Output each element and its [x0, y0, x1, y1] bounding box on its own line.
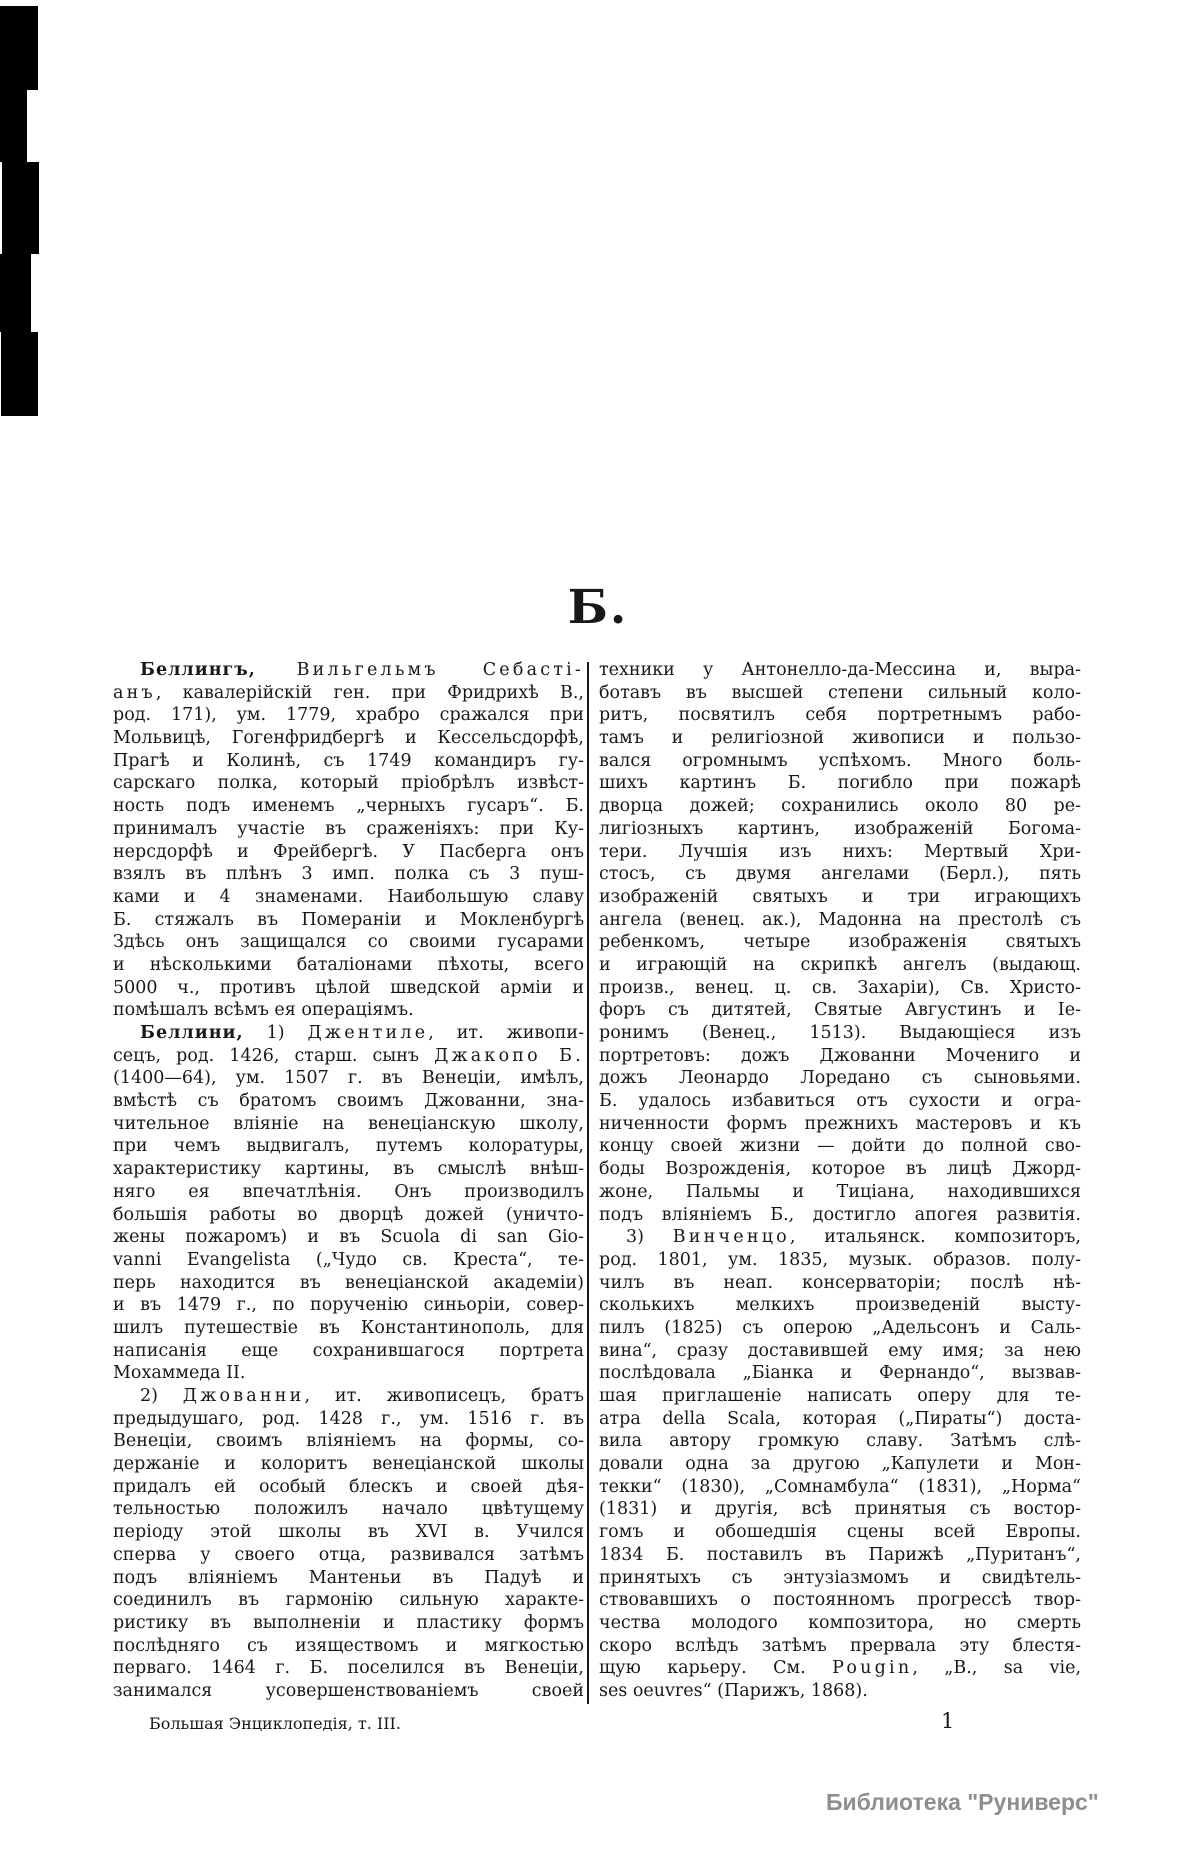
- text-line: ками и 4 знаменами. Наибольшую славу: [113, 886, 584, 907]
- footer-edition-label: Большая Энциклопедія, т. III.: [149, 1714, 401, 1733]
- text-line: и играющій на скрипкѣ ангелъ (выдающ.: [599, 954, 1081, 975]
- text-line: довали одна за другою „Капулети и Мон-: [599, 1454, 1081, 1475]
- text-line: шилъ путешествіе въ Константинополь, для: [113, 1317, 584, 1338]
- text-line: большія работы во дворцѣ дожей (уничто-: [113, 1204, 584, 1225]
- text-line: придалъ ей особый блескъ и своей дѣя-: [113, 1476, 584, 1497]
- text-line: Б. удалось избавиться отъ сухости и огра-: [599, 1091, 1081, 1112]
- text-line: техники у Антонелло-да-Мессина и, выра-: [599, 660, 1081, 680]
- text-line: періоду этой школы въ XVI в. Учился: [113, 1522, 584, 1543]
- text-line: 2) Джованни, ит. живописецъ, братъ: [140, 1386, 584, 1406]
- text-line: предыдушаго, род. 1428 г., ум. 1516 г. въ: [113, 1408, 584, 1429]
- text-line: анъ, кавалерійскій ген. при Фридрихѣ В.,: [113, 682, 584, 703]
- text-line: вина“, сразу доставившей ему имя; за нею: [599, 1340, 1081, 1361]
- text-line: боды Возрожденія, которое въ лицѣ Джорд-: [599, 1159, 1081, 1180]
- scan-artifact-mark: [0, 254, 31, 332]
- text-line: стосъ, съ двумя ангелами (Берл.), пять: [599, 864, 1081, 885]
- text-line: шихъ картинъ Б. погибло при пожарѣ: [599, 773, 1081, 794]
- watermark: Библиотека "Руниверс": [826, 1789, 1099, 1815]
- text-line: принятыхъ съ энтузіазмомъ и свидѣтель-: [599, 1567, 1081, 1588]
- text-line: сецъ, род. 1426, старш. сынъ Джакопо Б.: [113, 1045, 584, 1066]
- text-line: Мольвицѣ, Гогенфридбергѣ и Кессельсдорфѣ,: [113, 728, 584, 749]
- text-line: атра della Scala, которая („Пираты“) доста-: [599, 1408, 1081, 1429]
- right-column: [599, 659, 1081, 1703]
- text-line: (1400—64), ум. 1507 г. въ Венеціи, имѣлъ,: [113, 1068, 584, 1089]
- text-line: жены пожаромъ) и въ Scuola di san Gio-: [113, 1227, 584, 1248]
- text-line: Мохаммеда II.: [113, 1363, 246, 1384]
- text-line: шая приглашеніе написать оперу для те-: [599, 1386, 1081, 1406]
- text-line: Беллини, 1) Джентиле, ит. живопи-: [140, 1023, 584, 1043]
- text-line: концу своей жизни — дойти до полной сво-: [599, 1136, 1081, 1157]
- text-line: чилъ въ неап. консерваторіи; послѣ нѣ-: [599, 1272, 1081, 1293]
- text-line: сперва у своего отца, развивался затѣмъ: [113, 1544, 584, 1565]
- text-line: сколькихъ мелкихъ произведеній высту-: [599, 1295, 1081, 1316]
- text-line: скоро вслѣдъ затѣмъ прервала эту блестя-: [599, 1635, 1081, 1656]
- text-line: написанія еще сохранившагося портрета: [113, 1340, 584, 1361]
- text-line: щую карьеру. См. Pougin, „B., sa vie,: [599, 1658, 1081, 1679]
- text-line: нерсдорфѣ и Фрейбергѣ. У Пасберга онъ: [113, 841, 584, 862]
- text-line: жоне, Пальмы и Тиціана, находившихся: [599, 1181, 1081, 1202]
- text-line: ботавъ въ высшей степени сильный коло-: [599, 682, 1081, 703]
- text-line: изображеній святыхъ и три играющихъ: [599, 886, 1081, 907]
- text-line: няго ея впечатлѣнія. Онъ производилъ: [113, 1181, 584, 1202]
- text-line: сарскаго полка, который пріобрѣлъ извѣст-: [113, 773, 584, 794]
- text-line: послѣдовала „Біанка и Фернандо“, вызвав-: [599, 1363, 1081, 1384]
- text-line: ритъ, посвятилъ себя портретнымъ рабо-: [599, 705, 1081, 726]
- section-heading: Б.: [567, 580, 629, 635]
- text-line: ребенкомъ, четыре изображенія святыхъ: [599, 932, 1081, 953]
- text-line: вмѣстѣ съ братомъ своимъ Джованни, зна-: [113, 1091, 584, 1112]
- text-line: помѣшалъ всѣмъ ея операціямъ.: [113, 1000, 414, 1021]
- page-number: 1: [941, 1709, 955, 1733]
- text-line: 5000 ч., противъ цѣлой шведской арміи и: [113, 977, 584, 998]
- scan-artifact-mark: [2, 162, 39, 254]
- text-line: и нѣсколькими баталіонами пѣхоты, всего: [113, 954, 584, 975]
- scan-artifact-mark: [0, 90, 27, 162]
- text-line: ствовавшихъ о постоянномъ прогрессѣ твор-: [599, 1590, 1081, 1611]
- scan-artifact-mark: [0, 6, 38, 90]
- text-line: перь находится въ венеціанской академіи): [113, 1272, 584, 1293]
- text-line: занимался усовершенствованіемъ своей: [113, 1680, 584, 1701]
- text-line: тамъ и религіозной живописи и пользо-: [599, 728, 1081, 749]
- text-line: послѣдняго съ изяществомъ и мягкостью: [113, 1635, 584, 1656]
- text-line: тери. Лучшія изъ нихъ: Мертвый Хри-: [599, 841, 1081, 862]
- text-line: лигіозныхъ картинъ, изображеній Богома-: [599, 818, 1081, 839]
- text-line: Прагѣ и Колинѣ, съ 1749 командиръ гу-: [113, 750, 584, 771]
- text-line: текки“ (1830), „Сомнамбула“ (1831), „Норма“: [599, 1476, 1081, 1497]
- text-line: vanni Evangelista („Чудо св. Креста“, те-: [113, 1249, 584, 1270]
- text-line: ses oeuvres“ (Парижъ, 1868).: [599, 1680, 868, 1701]
- text-line: вался огромнымъ успѣхомъ. Много боль-: [599, 750, 1081, 771]
- text-line: подъ вліяніемъ Б., достигло апогея развитія.: [599, 1204, 1081, 1225]
- text-line: 3) Винченцо, итальянск. композиторъ,: [626, 1227, 1081, 1248]
- text-line: держаніе и колоритъ венеціанской школы: [113, 1454, 584, 1475]
- left-column: [113, 659, 584, 1703]
- text-line: подъ вліяніемъ Мантеньи въ Падуѣ и: [113, 1567, 584, 1588]
- text-line: гомъ и обошедшія сцены всей Европы.: [599, 1522, 1081, 1543]
- scan-artifact-mark: [1, 332, 38, 416]
- text-line: (1831) и другія, всѣ принятыя съ востор-: [599, 1499, 1081, 1520]
- text-line: принималъ участіе въ сраженіяхъ: при Ку-: [113, 818, 584, 839]
- text-line: при чемъ выдвигалъ, путемъ колоратуры,: [113, 1136, 584, 1157]
- text-line: 1834 Б. поставилъ въ Парижѣ „Пуританъ“,: [599, 1544, 1081, 1565]
- text-line: форъ съ дитятей, Святые Августинъ и Іе-: [599, 1000, 1081, 1021]
- text-line: и въ 1479 г., по порученію синьоріи, совер-: [113, 1295, 584, 1316]
- text-line: ронимъ (Венец., 1513). Выдающіеся изъ: [599, 1023, 1081, 1043]
- text-line: Здѣсь онъ защищался со своими гусарами: [113, 932, 584, 953]
- text-line: вила автору громкую славу. Затѣмъ слѣ-: [599, 1431, 1081, 1452]
- text-line: пилъ (1825) съ оперою „Адельсонъ и Саль-: [599, 1317, 1081, 1338]
- text-line: характеристику картины, въ смыслѣ внѣш-: [113, 1159, 584, 1180]
- text-line: соединилъ въ гармонію сильную характе-: [113, 1590, 584, 1611]
- text-line: перваго. 1464 г. Б. поселился въ Венеціи,: [113, 1658, 584, 1679]
- text-line: взялъ въ плѣнъ 3 имп. полка съ 3 пуш-: [113, 864, 584, 885]
- text-line: произв., венец. ц. св. Захаріи), Св. Христо-: [599, 977, 1081, 998]
- text-line: чества молодого композитора, но смерть: [599, 1612, 1081, 1633]
- text-line: ангела (венец. ак.), Мадонна на престолѣ съ: [599, 909, 1081, 930]
- text-line: ниченности формъ прежнихъ мастеровъ и къ: [599, 1113, 1081, 1134]
- text-line: портретовъ: дожъ Джованни Мочениго и: [599, 1045, 1081, 1066]
- text-line: ристику въ выполненіи и пластику формъ: [113, 1612, 584, 1633]
- text-line: Венеціи, своимъ вліяніемъ на формы, со-: [113, 1431, 584, 1452]
- text-line: ность подъ именемъ „черныхъ гусаръ“. Б.: [113, 796, 584, 817]
- text-line: род. 1801, ум. 1835, музык. образов. полу-: [599, 1249, 1081, 1270]
- text-line: дожъ Леонардо Лоредано съ сыновьями.: [599, 1068, 1081, 1089]
- text-line: Б. стяжалъ въ Помераніи и Мокленбургѣ: [113, 909, 584, 930]
- text-line: Беллингъ, Вильгельмъ Себасті-: [140, 660, 584, 680]
- text-line: род. 171), ум. 1779, храбро сражался при: [113, 705, 584, 726]
- column-divider: [587, 662, 589, 1704]
- text-line: дворца дожей; сохранились около 80 ре-: [599, 796, 1081, 817]
- text-line: тельностью положилъ начало цвѣтущему: [113, 1499, 584, 1520]
- text-line: чительное вліяніе на венеціанскую школу,: [113, 1113, 584, 1134]
